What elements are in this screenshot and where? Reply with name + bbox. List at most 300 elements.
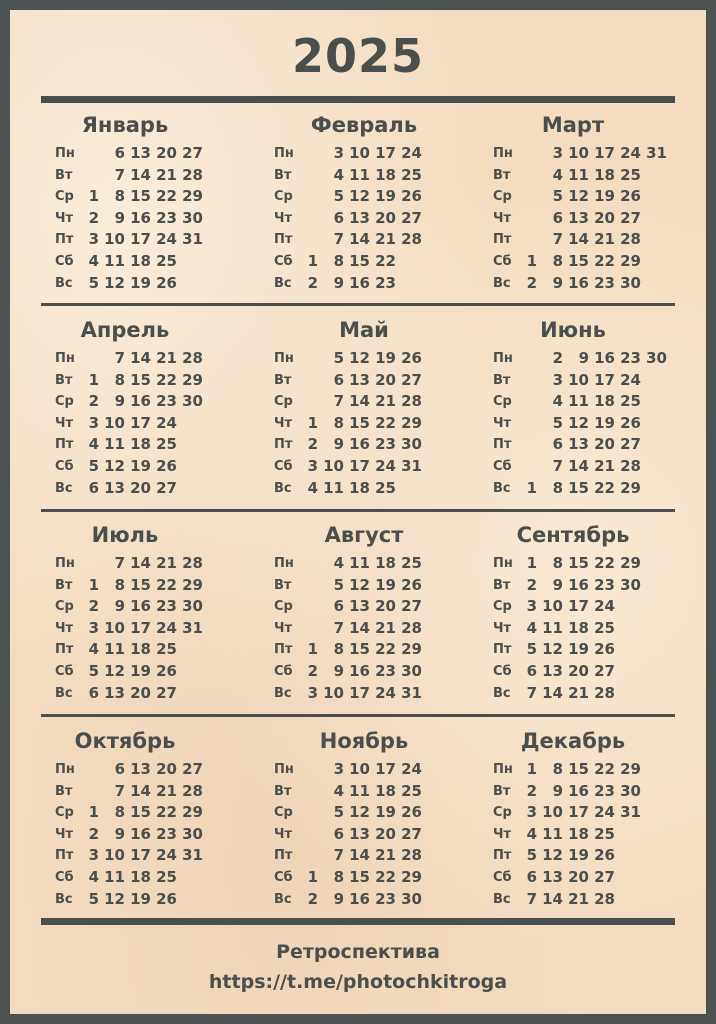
day-number: 3 bbox=[88, 618, 99, 637]
day-number: 14 bbox=[130, 554, 151, 572]
day-number: 4 bbox=[88, 868, 99, 886]
day-number: 22 bbox=[156, 370, 177, 389]
day-number: 31 bbox=[646, 144, 667, 162]
day-number: 30 bbox=[401, 435, 422, 454]
day-number: 15 bbox=[568, 760, 589, 778]
week-row bbox=[274, 596, 484, 617]
day-number: 20 bbox=[594, 435, 615, 454]
day-number: 5 bbox=[88, 662, 99, 680]
day-number: 6 bbox=[88, 478, 99, 497]
day-number: 10 bbox=[542, 803, 563, 822]
day-number: 8 bbox=[333, 252, 344, 270]
day-number: 5 bbox=[526, 846, 537, 865]
day-number: 21 bbox=[156, 554, 177, 572]
day-number: 14 bbox=[349, 230, 370, 249]
day-number: 5 bbox=[88, 889, 99, 908]
week-row bbox=[493, 478, 703, 499]
month-block bbox=[493, 112, 703, 307]
day-number: 20 bbox=[568, 662, 589, 680]
weekday-label: Вт bbox=[274, 577, 292, 593]
day-number: 28 bbox=[182, 165, 203, 184]
day-number: 19 bbox=[568, 640, 589, 659]
day-number: 15 bbox=[349, 252, 370, 270]
day-number: 4 bbox=[333, 554, 344, 572]
weekday-label: Сб bbox=[493, 459, 512, 474]
day-number: 19 bbox=[375, 187, 396, 206]
day-number: 23 bbox=[594, 575, 615, 594]
week-row bbox=[55, 165, 265, 186]
day-number: 11 bbox=[349, 781, 370, 800]
weekday-label: Ср bbox=[274, 189, 293, 205]
day-number: 20 bbox=[156, 144, 177, 162]
weekday-label: Чт bbox=[55, 826, 74, 842]
day-number: 2 bbox=[307, 889, 318, 908]
day-number: 10 bbox=[542, 597, 563, 616]
day-number: 6 bbox=[333, 370, 344, 389]
weekday-label: Чт bbox=[274, 415, 293, 431]
week-row bbox=[55, 478, 265, 499]
day-number: 6 bbox=[333, 824, 344, 843]
weekday-label: Вс bbox=[493, 480, 511, 496]
day-number: 23 bbox=[375, 273, 396, 292]
day-number: 19 bbox=[594, 413, 615, 432]
day-number: 20 bbox=[568, 868, 589, 886]
weekday-label: Вс bbox=[55, 685, 73, 701]
weekday-label: Пн bbox=[493, 146, 513, 161]
weekday-label: Вт bbox=[493, 783, 511, 799]
weekday-label: Ср bbox=[493, 599, 512, 615]
day-number: 30 bbox=[182, 392, 203, 411]
day-number: 3 bbox=[333, 760, 344, 778]
day-number: 28 bbox=[401, 618, 422, 637]
weekday-label: Вс bbox=[55, 891, 73, 907]
day-number: 29 bbox=[620, 760, 641, 778]
day-number: 12 bbox=[542, 640, 563, 659]
day-number: 4 bbox=[333, 781, 344, 800]
day-number: 24 bbox=[620, 370, 641, 389]
day-number: 7 bbox=[552, 230, 563, 249]
day-number: 13 bbox=[130, 760, 151, 778]
day-number: 14 bbox=[349, 846, 370, 865]
weekday-label: Пт bbox=[274, 642, 293, 658]
day-number: 1 bbox=[307, 640, 318, 659]
footer-title: Ретроспектива bbox=[276, 941, 440, 963]
day-number: 25 bbox=[594, 824, 615, 843]
week-row bbox=[55, 781, 265, 802]
day-number: 29 bbox=[620, 252, 641, 270]
day-number: 3 bbox=[88, 846, 99, 865]
day-number: 26 bbox=[401, 349, 422, 367]
week-row bbox=[55, 456, 265, 477]
day-number: 10 bbox=[104, 618, 125, 637]
week-row bbox=[274, 618, 484, 639]
day-number: 12 bbox=[542, 846, 563, 865]
weekday-label: Вс bbox=[55, 275, 73, 291]
day-number: 4 bbox=[526, 618, 537, 637]
day-number: 29 bbox=[620, 554, 641, 572]
week-row bbox=[493, 781, 703, 802]
month-block bbox=[274, 728, 484, 923]
day-number: 27 bbox=[182, 144, 203, 162]
day-number: 21 bbox=[568, 683, 589, 702]
day-number: 23 bbox=[375, 889, 396, 908]
weekday-label: Чт bbox=[55, 210, 74, 226]
day-number: 20 bbox=[130, 683, 151, 702]
week-row bbox=[493, 456, 703, 477]
day-number: 8 bbox=[114, 575, 125, 594]
day-number: 7 bbox=[114, 349, 125, 367]
day-number: 19 bbox=[130, 457, 151, 475]
weekday-label: Пн bbox=[493, 762, 513, 777]
weekday-label: Пт bbox=[55, 642, 74, 658]
footer-link[interactable]: https://t.me/photochkitroga bbox=[208, 971, 508, 993]
day-number: 9 bbox=[333, 662, 344, 680]
day-number: 25 bbox=[620, 392, 641, 411]
weekday-label: Вт bbox=[274, 167, 292, 183]
day-number: 17 bbox=[568, 597, 589, 616]
week-row bbox=[274, 575, 484, 596]
day-number: 30 bbox=[620, 273, 641, 292]
week-row bbox=[493, 165, 703, 186]
day-number: 15 bbox=[349, 640, 370, 659]
weekday-label: Пн bbox=[55, 762, 75, 777]
day-number: 28 bbox=[401, 392, 422, 411]
week-row bbox=[493, 273, 703, 294]
week-row bbox=[55, 553, 265, 574]
day-number: 21 bbox=[156, 165, 177, 184]
weekday-label: Пн bbox=[274, 351, 294, 366]
day-number: 8 bbox=[333, 868, 344, 886]
day-number: 16 bbox=[130, 392, 151, 411]
week-row bbox=[55, 143, 265, 164]
week-row bbox=[55, 348, 265, 369]
week-row bbox=[55, 759, 265, 780]
week-row bbox=[274, 251, 484, 272]
month-name: Январь bbox=[81, 113, 169, 137]
day-number: 17 bbox=[130, 413, 151, 432]
day-number: 17 bbox=[130, 846, 151, 865]
weekday-label: Сб bbox=[274, 870, 293, 885]
day-number: 25 bbox=[620, 165, 641, 184]
day-number: 19 bbox=[130, 273, 151, 292]
day-number: 12 bbox=[104, 457, 125, 475]
day-number: 9 bbox=[552, 575, 563, 594]
day-number: 22 bbox=[375, 252, 396, 270]
day-number: 21 bbox=[594, 457, 615, 475]
day-number: 15 bbox=[568, 554, 589, 572]
day-number: 1 bbox=[88, 370, 99, 389]
day-number: 19 bbox=[375, 349, 396, 367]
weekday-label: Вт bbox=[493, 372, 511, 388]
weekday-label: Пт bbox=[493, 232, 512, 248]
day-number: 3 bbox=[88, 413, 99, 432]
week-row bbox=[493, 845, 703, 866]
week-row bbox=[493, 824, 703, 845]
week-row bbox=[55, 824, 265, 845]
day-number: 2 bbox=[552, 349, 563, 367]
day-number: 24 bbox=[156, 618, 177, 637]
weekday-label: Ср bbox=[493, 189, 512, 205]
day-number: 26 bbox=[156, 889, 177, 908]
day-number: 31 bbox=[182, 618, 203, 637]
weekday-label: Сб bbox=[274, 664, 293, 679]
day-number: 13 bbox=[568, 208, 589, 227]
day-number: 25 bbox=[375, 478, 396, 497]
day-number: 14 bbox=[349, 392, 370, 411]
day-number: 24 bbox=[594, 803, 615, 822]
weekday-label: Сб bbox=[55, 459, 74, 474]
day-number: 9 bbox=[552, 273, 563, 292]
day-number: 16 bbox=[594, 349, 615, 367]
day-number: 6 bbox=[114, 144, 125, 162]
week-row bbox=[55, 618, 265, 639]
weekday-label: Ср bbox=[493, 394, 512, 410]
day-number: 16 bbox=[130, 597, 151, 616]
weekday-label: Вт bbox=[274, 372, 292, 388]
week-row bbox=[55, 889, 265, 910]
day-number: 24 bbox=[401, 760, 422, 778]
month-block bbox=[274, 317, 484, 512]
day-number: 6 bbox=[333, 597, 344, 616]
day-number: 21 bbox=[594, 230, 615, 249]
day-number: 13 bbox=[104, 478, 125, 497]
day-number: 7 bbox=[114, 554, 125, 572]
weekday-label: Ср bbox=[55, 189, 74, 205]
day-number: 4 bbox=[88, 640, 99, 659]
day-number: 16 bbox=[349, 273, 370, 292]
day-number: 16 bbox=[568, 273, 589, 292]
day-number: 10 bbox=[568, 370, 589, 389]
day-number: 12 bbox=[349, 187, 370, 206]
day-number: 14 bbox=[568, 230, 589, 249]
week-row bbox=[493, 370, 703, 391]
weekday-label: Чт bbox=[493, 826, 512, 842]
week-row bbox=[493, 413, 703, 434]
weekday-label: Сб bbox=[55, 254, 74, 269]
day-number: 23 bbox=[156, 597, 177, 616]
week-row bbox=[274, 456, 484, 477]
week-row bbox=[274, 165, 484, 186]
weekday-label: Вт bbox=[55, 372, 73, 388]
day-number: 19 bbox=[130, 889, 151, 908]
weekday-label: Ср bbox=[274, 805, 293, 821]
day-number: 8 bbox=[114, 187, 125, 206]
day-number: 9 bbox=[114, 824, 125, 843]
week-row bbox=[274, 802, 484, 823]
week-row bbox=[493, 391, 703, 412]
day-number: 28 bbox=[594, 889, 615, 908]
day-number: 13 bbox=[349, 824, 370, 843]
day-number: 16 bbox=[130, 208, 151, 227]
month-name: Август bbox=[324, 523, 404, 547]
weekday-label: Пн bbox=[274, 146, 294, 161]
day-number: 4 bbox=[526, 824, 537, 843]
day-number: 23 bbox=[375, 435, 396, 454]
weekday-label: Сб bbox=[274, 459, 293, 474]
day-number: 7 bbox=[333, 230, 344, 249]
day-number: 6 bbox=[552, 208, 563, 227]
day-number: 14 bbox=[568, 457, 589, 475]
day-number: 31 bbox=[182, 230, 203, 249]
day-number: 18 bbox=[594, 165, 615, 184]
day-number: 28 bbox=[401, 846, 422, 865]
day-number: 24 bbox=[401, 144, 422, 162]
day-number: 23 bbox=[156, 208, 177, 227]
day-number: 27 bbox=[401, 370, 422, 389]
weekday-label: Вт bbox=[55, 577, 73, 593]
day-number: 25 bbox=[401, 781, 422, 800]
week-row bbox=[274, 867, 484, 888]
day-number: 18 bbox=[130, 640, 151, 659]
day-number: 18 bbox=[375, 554, 396, 572]
day-number: 27 bbox=[401, 824, 422, 843]
day-number: 8 bbox=[333, 640, 344, 659]
week-row bbox=[274, 143, 484, 164]
week-row bbox=[55, 208, 265, 229]
day-number: 25 bbox=[401, 554, 422, 572]
day-number: 8 bbox=[114, 803, 125, 822]
day-number: 11 bbox=[104, 868, 125, 886]
day-number: 9 bbox=[552, 781, 563, 800]
weekday-label: Сб bbox=[493, 254, 512, 269]
day-number: 6 bbox=[114, 760, 125, 778]
day-number: 26 bbox=[594, 846, 615, 865]
weekday-label: Вс bbox=[55, 480, 73, 496]
day-number: 8 bbox=[333, 413, 344, 432]
week-row bbox=[493, 683, 703, 704]
month-name: Март bbox=[541, 113, 605, 137]
day-number: 17 bbox=[375, 144, 396, 162]
weekday-label: Вс bbox=[274, 275, 292, 291]
month-name: Октябрь bbox=[74, 729, 176, 753]
day-number: 16 bbox=[568, 781, 589, 800]
weekday-label: Чт bbox=[493, 210, 512, 226]
week-row bbox=[55, 186, 265, 207]
day-number: 8 bbox=[552, 478, 563, 497]
week-row bbox=[274, 434, 484, 455]
day-number: 12 bbox=[104, 889, 125, 908]
day-number: 26 bbox=[156, 273, 177, 292]
day-number: 1 bbox=[307, 868, 318, 886]
week-row bbox=[55, 845, 265, 866]
day-number: 19 bbox=[568, 846, 589, 865]
week-row bbox=[274, 639, 484, 660]
day-number: 3 bbox=[552, 370, 563, 389]
week-row bbox=[274, 781, 484, 802]
day-number: 1 bbox=[526, 554, 537, 572]
week-row bbox=[274, 683, 484, 704]
day-number: 5 bbox=[333, 803, 344, 822]
day-number: 5 bbox=[88, 273, 99, 292]
day-number: 24 bbox=[156, 846, 177, 865]
day-number: 26 bbox=[401, 187, 422, 206]
day-number: 25 bbox=[156, 435, 177, 454]
day-number: 20 bbox=[375, 370, 396, 389]
month-name: Июль bbox=[91, 523, 159, 547]
weekday-label: Вт bbox=[55, 167, 73, 183]
day-number: 12 bbox=[349, 575, 370, 594]
day-number: 27 bbox=[594, 662, 615, 680]
day-number: 5 bbox=[552, 187, 563, 206]
day-number: 26 bbox=[401, 803, 422, 822]
day-number: 14 bbox=[542, 889, 563, 908]
day-number: 7 bbox=[333, 846, 344, 865]
day-number: 4 bbox=[552, 165, 563, 184]
day-number: 4 bbox=[552, 392, 563, 411]
weekday-label: Вс bbox=[274, 685, 292, 701]
month-block bbox=[274, 112, 484, 307]
day-number: 6 bbox=[552, 435, 563, 454]
weekday-label: Вс bbox=[493, 891, 511, 907]
day-number: 27 bbox=[594, 868, 615, 886]
week-row bbox=[493, 661, 703, 682]
weekday-label: Пн bbox=[493, 556, 513, 571]
day-number: 9 bbox=[114, 392, 125, 411]
day-number: 17 bbox=[375, 760, 396, 778]
week-row bbox=[274, 824, 484, 845]
day-number: 22 bbox=[594, 760, 615, 778]
weekday-label: Сб bbox=[55, 870, 74, 885]
week-row bbox=[274, 661, 484, 682]
weekday-label: Чт bbox=[55, 415, 74, 431]
day-number: 30 bbox=[620, 575, 641, 594]
day-number: 9 bbox=[114, 208, 125, 227]
day-number: 18 bbox=[594, 392, 615, 411]
day-number: 26 bbox=[156, 662, 177, 680]
week-row bbox=[55, 413, 265, 434]
weekday-label: Ср bbox=[55, 394, 74, 410]
month-name: Апрель bbox=[80, 318, 170, 342]
weekday-label: Пт bbox=[274, 232, 293, 248]
day-number: 10 bbox=[104, 413, 125, 432]
day-number: 4 bbox=[88, 435, 99, 454]
day-number: 8 bbox=[552, 252, 563, 270]
day-number: 19 bbox=[375, 803, 396, 822]
day-number: 13 bbox=[349, 370, 370, 389]
weekday-label: Вс bbox=[493, 275, 511, 291]
day-number: 22 bbox=[594, 554, 615, 572]
day-number: 14 bbox=[130, 781, 151, 800]
day-number: 5 bbox=[552, 413, 563, 432]
weekday-label: Ср bbox=[274, 394, 293, 410]
weekday-label: Вс bbox=[274, 891, 292, 907]
day-number: 5 bbox=[88, 457, 99, 475]
week-row bbox=[493, 889, 703, 910]
day-number: 3 bbox=[88, 230, 99, 249]
day-number: 18 bbox=[568, 618, 589, 637]
month-name: Декабрь bbox=[520, 729, 626, 753]
week-row bbox=[274, 391, 484, 412]
day-number: 19 bbox=[130, 662, 151, 680]
day-number: 11 bbox=[542, 618, 563, 637]
day-number: 9 bbox=[333, 889, 344, 908]
week-row bbox=[493, 553, 703, 574]
day-number: 30 bbox=[182, 208, 203, 227]
day-number: 8 bbox=[552, 554, 563, 572]
weekday-label: Чт bbox=[55, 620, 74, 636]
day-number: 10 bbox=[104, 230, 125, 249]
weekday-label: Вс bbox=[493, 685, 511, 701]
week-row bbox=[493, 186, 703, 207]
day-number: 11 bbox=[323, 478, 344, 497]
day-number: 10 bbox=[349, 760, 370, 778]
day-number: 15 bbox=[130, 575, 151, 594]
day-number: 11 bbox=[104, 640, 125, 659]
day-number: 17 bbox=[594, 144, 615, 162]
day-number: 14 bbox=[349, 618, 370, 637]
day-number: 25 bbox=[401, 165, 422, 184]
weekday-label: Пт bbox=[55, 232, 74, 248]
